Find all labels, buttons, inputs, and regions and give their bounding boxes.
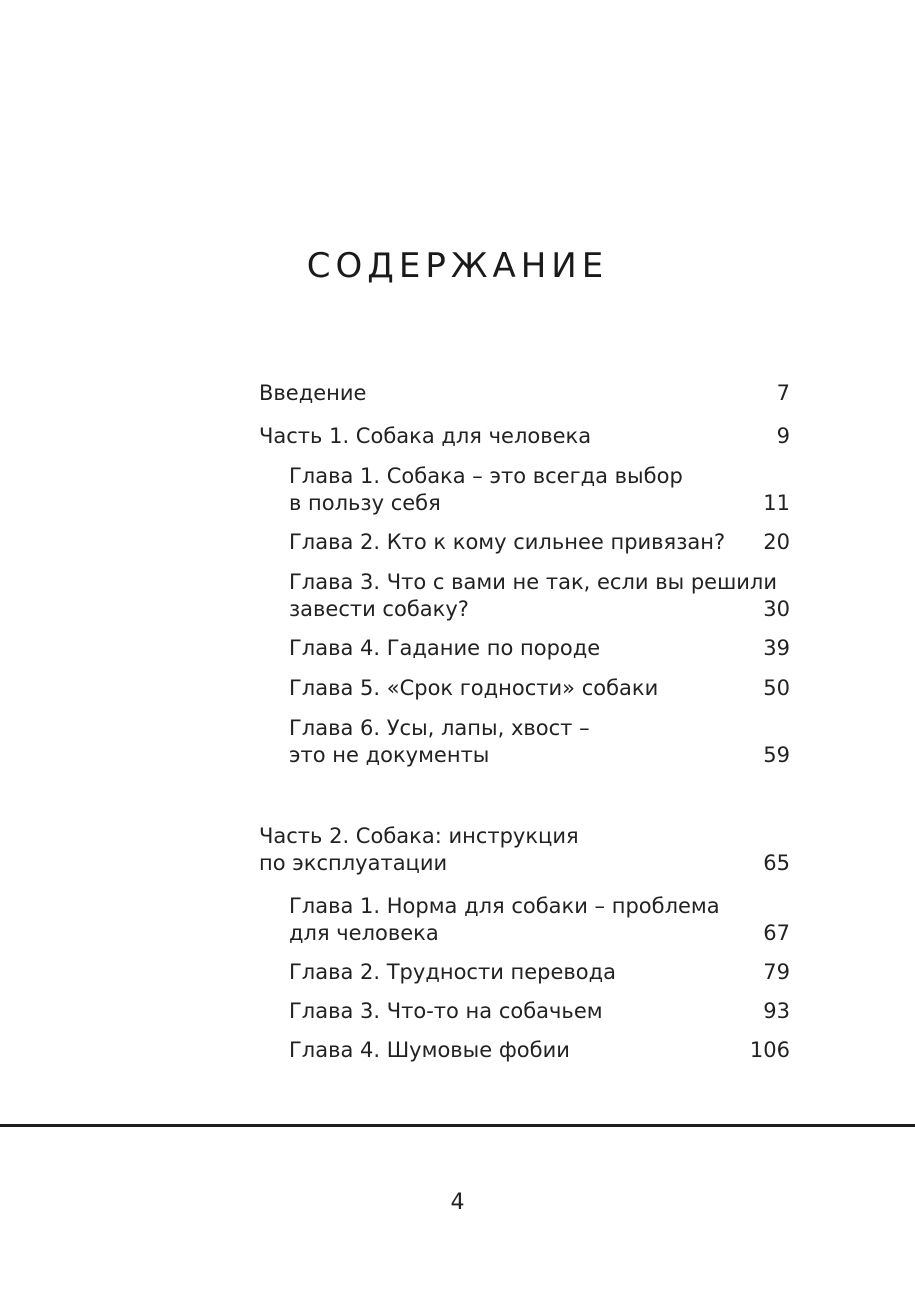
page-title: СОДЕРЖАНИЕ <box>306 246 609 286</box>
toc-entry-title: Глава 5. «Срок годности» собаки <box>289 676 659 700</box>
toc-entry-title: Глава 6. Усы, лапы, хвост – это не документы <box>289 716 590 767</box>
toc-entry-page: 50 <box>763 676 790 700</box>
toc-entry-page: 39 <box>763 636 790 660</box>
toc-entry-title: Глава 2. Трудности перевода <box>289 960 617 984</box>
footer-divider <box>0 1124 915 1127</box>
page-number: 4 <box>450 1190 465 1215</box>
toc-entry-page: 65 <box>763 851 790 875</box>
toc-entry-title: Глава 3. Что-то на собачьем <box>289 999 603 1023</box>
toc-entry-part-1-chapter-4[interactable] <box>289 635 790 662</box>
toc-entry-title: Введение <box>259 381 367 405</box>
toc-entry-part-1-chapter-3[interactable] <box>289 569 790 623</box>
toc-entry-page: 93 <box>763 999 790 1023</box>
toc-entry-page: 9 <box>776 424 790 448</box>
toc-entry-part-1-chapter-2[interactable] <box>289 529 790 556</box>
toc-entry-part-1-chapter-5[interactable] <box>289 675 790 702</box>
toc-entry-part-2[interactable] <box>259 823 790 877</box>
toc-entry-title: Часть 1. Собака для человека <box>259 424 592 448</box>
toc-entry-page: 67 <box>763 921 790 945</box>
toc-entry-part-2-chapter-1[interactable] <box>289 893 790 947</box>
toc-entry-title: Глава 4. Гадание по породе <box>289 636 601 660</box>
toc-entry-page: 106 <box>749 1038 790 1062</box>
toc-entry-part-2-chapter-2[interactable] <box>289 959 790 986</box>
toc-entry-introduction[interactable] <box>259 380 790 407</box>
toc-entry-page: 30 <box>763 597 790 621</box>
toc-entry-page: 11 <box>763 491 790 515</box>
toc-entry-part-1-chapter-1[interactable] <box>289 463 790 517</box>
toc-entry-title: Глава 4. Шумовые фобии <box>289 1038 570 1062</box>
toc-entry-part-2-chapter-3[interactable] <box>289 998 790 1025</box>
toc-entry-title: Глава 1. Норма для собаки – проблема для человека <box>289 894 720 945</box>
toc-entry-page: 59 <box>763 743 790 767</box>
toc-entry-page: 20 <box>763 530 790 554</box>
toc-entry-page: 7 <box>776 381 790 405</box>
toc-entry-part-2-chapter-4[interactable] <box>289 1037 790 1064</box>
toc-entry-title: Глава 1. Собака – это всегда выбор в пользу себя <box>289 464 683 515</box>
toc-entry-title: Глава 2. Кто к кому сильнее привязан? <box>289 530 726 554</box>
toc-entry-title: Часть 2. Собака: инструкция по эксплуатации <box>259 824 579 875</box>
toc-entry-page: 79 <box>763 960 790 984</box>
toc-entry-part-1[interactable] <box>259 423 790 450</box>
toc-entry-part-1-chapter-6[interactable] <box>289 715 790 769</box>
toc-entry-title: Глава 3. Что с вами не так, если вы решили завести собаку? <box>289 570 778 621</box>
